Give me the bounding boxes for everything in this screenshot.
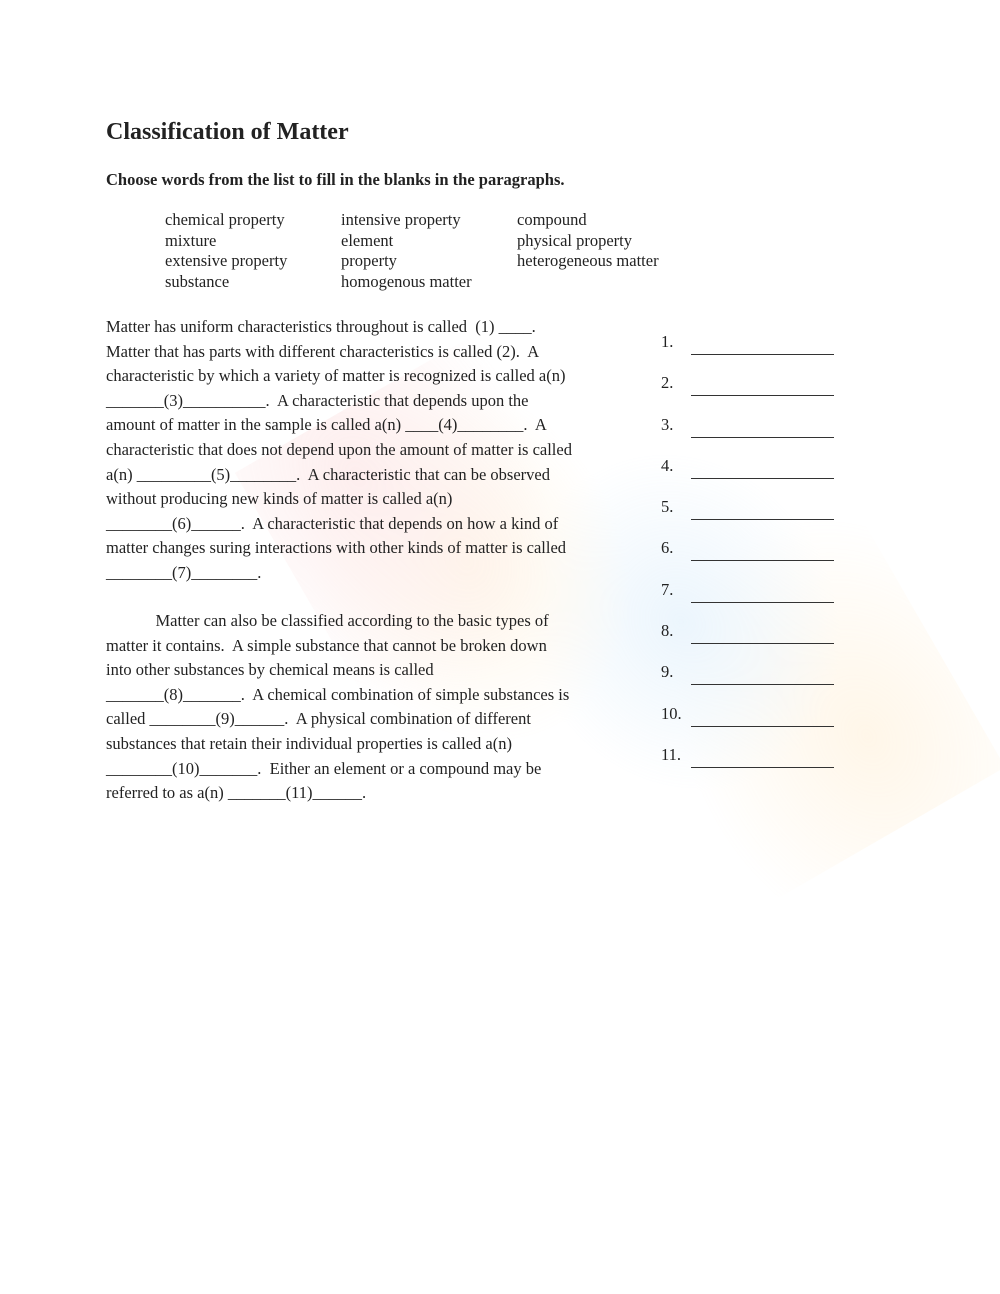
answer-row <box>661 373 834 414</box>
text-line: ________(10)_______. Either an element or a compound may be <box>106 758 542 778</box>
paragraph-2 <box>106 609 646 806</box>
answer-number: 3. <box>661 414 674 434</box>
answer-number: 6. <box>661 538 674 558</box>
word-item: compound <box>517 210 587 229</box>
text-line: called ________(9)______. A physical combination of different <box>106 709 531 729</box>
text-line: amount of matter in the sample is called a(n) ____(4)________. A <box>106 415 547 435</box>
answer-number: 1. <box>661 332 674 351</box>
answer-number: 8. <box>661 621 674 641</box>
answer-blank[interactable] <box>691 582 834 603</box>
page-title: Classification of Matter <box>106 119 349 145</box>
answer-row <box>661 621 834 662</box>
answer-row <box>661 415 834 456</box>
word-item: chemical property <box>165 210 285 229</box>
word-item: physical property <box>517 230 633 250</box>
text-line: Matter that has parts with different characteristics is called (2). A <box>106 341 540 361</box>
answer-number: 10. <box>661 703 682 723</box>
text-line: without producing new kinds of matter is called a(n) <box>106 489 453 509</box>
text-line: _______(8)_______. A chemical combination of simple substances is <box>106 684 570 704</box>
instructions: Choose words from the list to fill in the blanks in the paragraphs. <box>106 170 565 189</box>
answer-blank[interactable] <box>691 375 834 396</box>
word-item: homogenous matter <box>341 272 472 292</box>
answer-row <box>661 456 834 497</box>
answer-row <box>661 580 834 621</box>
answer-list <box>661 332 834 786</box>
word-item: element <box>341 230 394 250</box>
answer-blank[interactable] <box>691 623 834 644</box>
answer-blank[interactable] <box>691 540 834 561</box>
text-line: characteristic that does not depend upon the amount of matter is called <box>106 439 572 459</box>
word-item: heterogeneous matter <box>517 251 659 271</box>
answer-row <box>661 745 834 786</box>
answer-row <box>661 662 834 703</box>
answer-number: 7. <box>661 579 674 599</box>
text-line: Matter has uniform characteristics throughout is called (1) ____. <box>106 317 536 336</box>
answer-row <box>661 497 834 538</box>
text-line: into other substances by chemical means is called <box>106 660 434 680</box>
word-item: intensive property <box>341 210 461 229</box>
answer-row <box>661 538 834 579</box>
answer-number: 2. <box>661 373 674 393</box>
word-item: mixture <box>165 230 217 250</box>
answer-number: 11. <box>661 744 682 764</box>
answer-blank[interactable] <box>691 417 834 438</box>
word-item: extensive property <box>165 251 288 271</box>
answer-blank[interactable] <box>691 334 834 355</box>
answer-number: 5. <box>661 497 674 517</box>
text-line: a(n) _________(5)________. A characteristic that can be observed <box>106 464 550 484</box>
answer-blank[interactable] <box>691 706 834 727</box>
answer-blank[interactable] <box>691 458 834 479</box>
text-line: _______(3)__________. A characteristic that depends upon the <box>106 390 529 410</box>
text-line: characteristic by which a variety of matter is recognized is called a(n) <box>106 366 566 386</box>
answer-row <box>661 332 834 373</box>
text-line: ________(7)________. <box>106 562 262 582</box>
answer-number: 4. <box>661 455 674 475</box>
text-line: referred to as a(n) _______(11)______. <box>106 783 367 803</box>
paragraph-1 <box>106 315 646 586</box>
text-line: matter it contains. A simple substance that cannot be broken down <box>106 635 547 655</box>
text-line: ________(6)______. A characteristic that depends on how a kind of <box>106 513 559 533</box>
word-item: property <box>341 251 397 271</box>
text-line: Matter can also be classified according to the basic types of <box>106 611 549 630</box>
answer-number: 9. <box>661 662 674 682</box>
text-line: substances that retain their individual properties is called a(n) <box>106 733 512 753</box>
text-line: matter changes suring interactions with other kinds of matter is called <box>106 538 567 558</box>
answer-blank[interactable] <box>691 499 834 520</box>
word-item: substance <box>165 272 230 292</box>
word-list <box>165 210 693 293</box>
answer-blank[interactable] <box>691 747 834 768</box>
answer-blank[interactable] <box>691 664 834 685</box>
answer-row <box>661 704 834 745</box>
